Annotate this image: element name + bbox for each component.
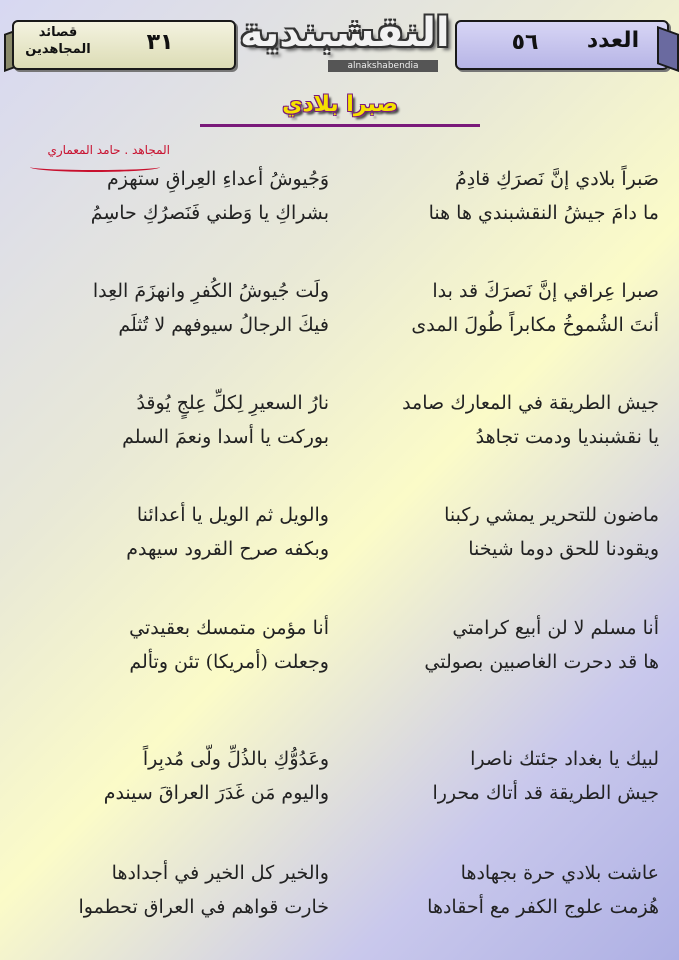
verse-left-line: بوركت يا أسدا ونعمَ السلم xyxy=(122,426,329,448)
verse-left-line: وجعلت (أمريكا) تئن وتألم xyxy=(129,651,329,673)
verse-right-line: ويقودنا للحق دوما شيخنا xyxy=(468,538,659,560)
verse-right-line: صبرا عِراقي إنَّ نَصرَكَ قد بدا xyxy=(432,280,659,302)
verse-left-line: والخير كل الخير في أجدادها xyxy=(111,862,329,884)
verse-right-line: جيش الطريقة في المعارك صامد xyxy=(402,392,659,414)
issue-number: ٥٦ xyxy=(511,30,539,55)
verse-right-line: أنا مسلم لا لن أبيع كرامتي xyxy=(452,617,659,639)
verse-left-line: وَجُيوشُ أعداءِ العِراقِ ستهزم xyxy=(107,168,329,190)
verse-right-line: أنتَ الشُموخُ مكابراً طُولَ المدى xyxy=(411,314,659,336)
verse-left-line: ولَت جُيوشُ الكُفرِ وانهزَمَ العِدا xyxy=(92,280,329,302)
verse-left-line: فيكَ الرجالُ سيوفهم لا تُثلَم xyxy=(118,314,329,336)
verse-right-line: جيش الطريقة قد أتاك محررا xyxy=(432,782,659,804)
series-title: قصائد المجاهدين xyxy=(25,25,91,57)
logo-subtitle: alnakshabendia xyxy=(328,60,438,72)
verse-left-line: وبكفه صرح القرود سيهدم xyxy=(126,538,329,560)
verse-left-line: نارُ السعيرِ لِكلِّ عِلجٍ يُوقدُ xyxy=(136,392,329,414)
page-header xyxy=(0,0,679,90)
verse-left-line: وعَدُوُّكِ بالذُلِّ ولّى مُدبِراً xyxy=(142,748,329,770)
verse-left-line: أنا مؤمن متمسك بعقيدتي xyxy=(129,617,329,639)
verse-right-line: هُزمت علوج الكفر مع أحقادها xyxy=(427,896,659,918)
title-underline xyxy=(200,124,480,127)
verse-left-line: والويل ثم الويل يا أعدائنا xyxy=(136,504,329,526)
ribbon-fold-right xyxy=(657,26,679,72)
verse-right-line: صَبراً بلادي إنَّ نَصرَكِ قادِمُ xyxy=(455,168,659,190)
poem-title: صبرا بلادي xyxy=(282,92,398,117)
verse-left-line: واليوم مَن غَدَرَ العراقَ سيندم xyxy=(103,782,329,804)
verse-right-line: عاشت بلادي حرة بجهادها xyxy=(460,862,659,884)
verse-right-line: ما دامَ جيشُ النقشبندي ها هنا xyxy=(428,202,659,224)
magazine-logo xyxy=(240,8,450,71)
verse-left-line: خارت قواهم في العراق تحطموا xyxy=(78,896,329,918)
verse-right-line: لبيك يا بغداد جئتك ناصرا xyxy=(470,748,659,770)
verse-left-line: بشراكِ يا وَطني فَنَصرُكِ حاسِمُ xyxy=(90,202,329,224)
page-number: ٣١ xyxy=(146,30,174,55)
verse-right-line: ماضون للتحرير يمشي ركبنا xyxy=(444,504,659,526)
verse-right-line: يا نقشبنديا ودمت تجاهدُ xyxy=(475,426,659,448)
poem-author: المجاهد . حامد المعماري xyxy=(47,143,170,157)
verse-right-line: ها قد دحرت الغاصبين بصولتي xyxy=(424,651,659,673)
issue-label: العدد xyxy=(586,28,640,53)
logo-text: النقشبندية xyxy=(240,10,450,56)
